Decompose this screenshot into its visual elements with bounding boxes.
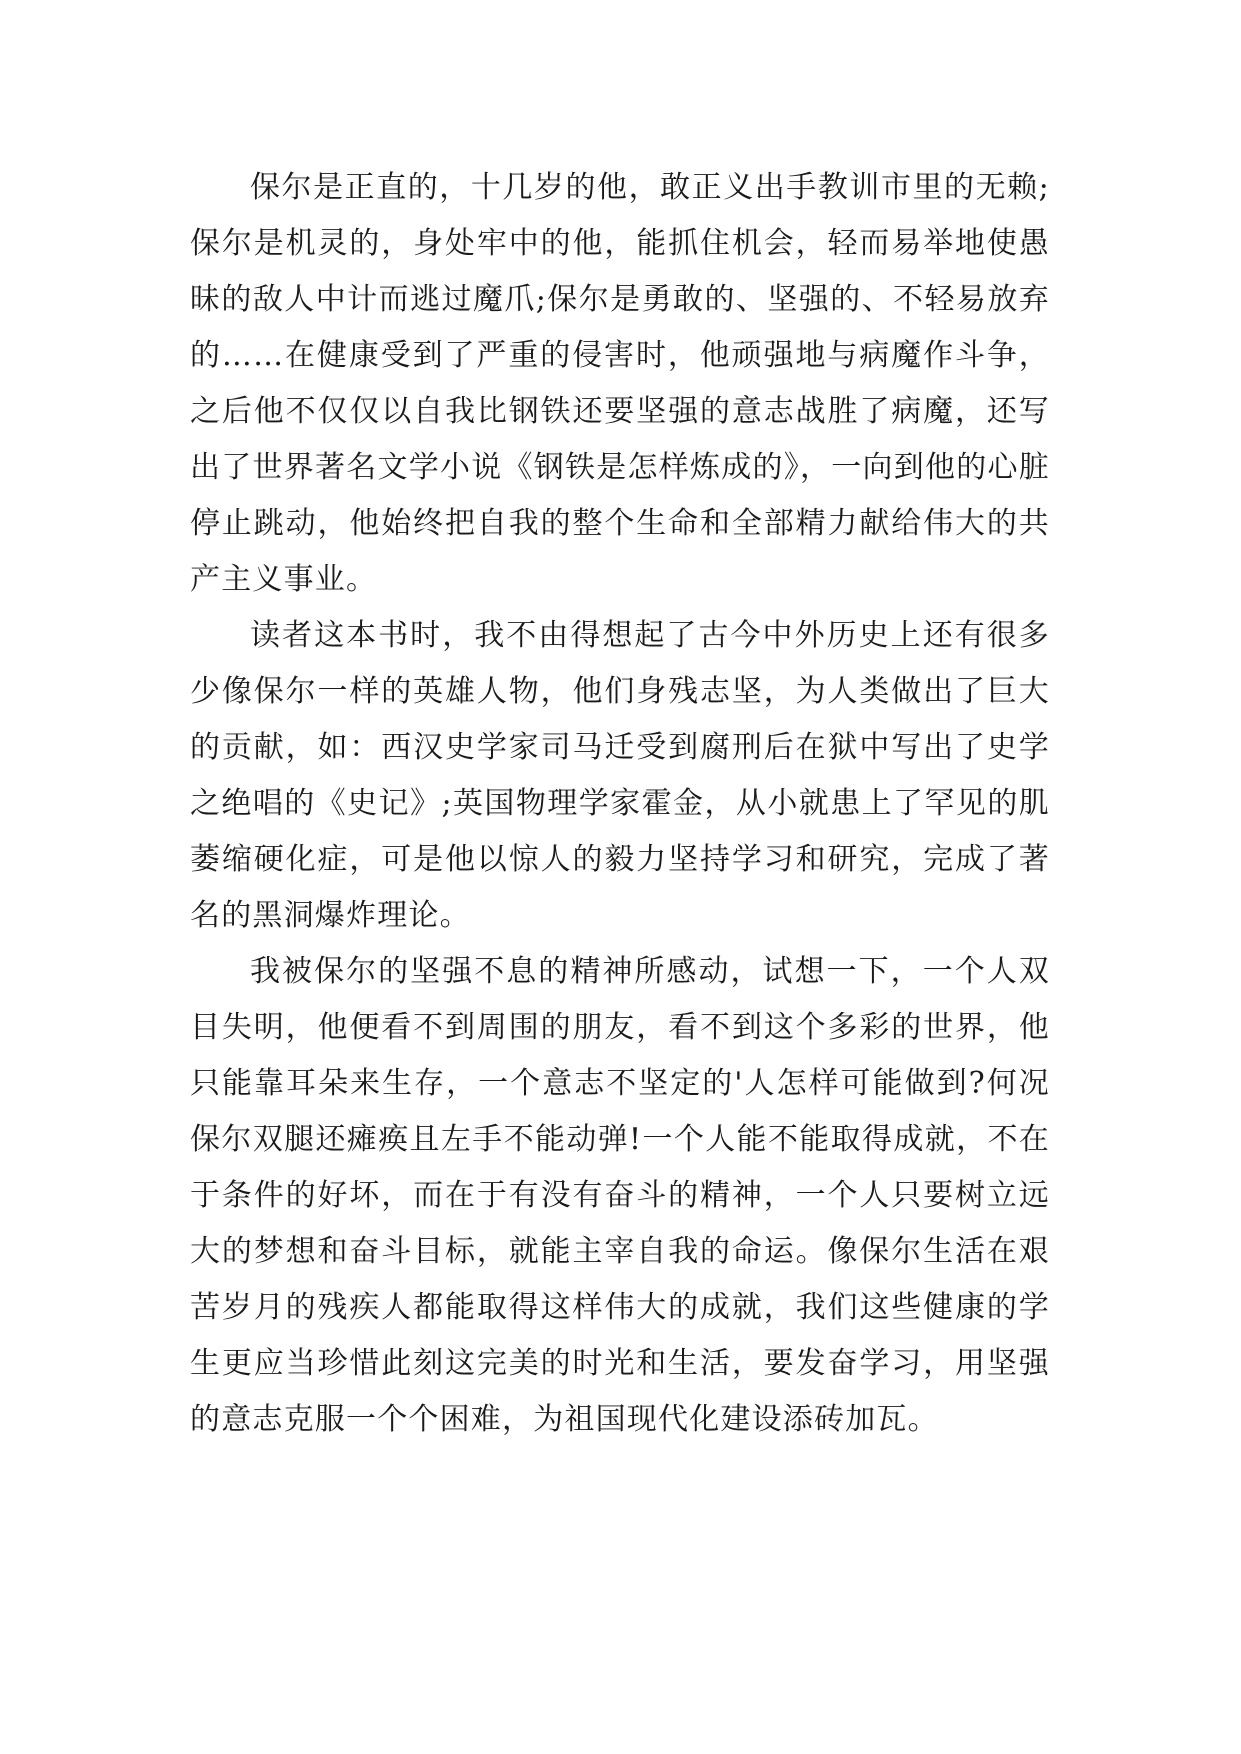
paragraph-1: 保尔是正直的，十几岁的他，敢正义出手教训市里的无赖;保尔是机灵的，身处牢中的他，能抓住机会，轻而易举地使愚昧的敌人中计而逃过魔爪;保尔是勇敢的、坚强的、不轻易放弃的……在健康受到了严重的侵害时，他顽强地与病魔作斗争，之后他不仅仅以自我比钢铁还要坚强的意志战胜了病魔，还写出了世界著名文学小说《钢铁是怎样炼成的》，一向到他的心脏停止跳动，他始终把自我的整个生命和全部精力献给伟大的共产主义事业。 — [190, 170, 1050, 597]
document-body — [190, 160, 1050, 1448]
paragraph-2: 读者这本书时，我不由得想起了古今中外历史上还有很多少像保尔一样的英雄人物，他们身残志坚，为人类做出了巨大的贡献，如：西汉史学家司马迁受到腐刑后在狱中写出了史学之绝唱的《史记》;英国物理学家霍金，从小就患上了罕见的肌萎缩硬化症，可是他以惊人的毅力坚持学习和研究，完成了著名的黑洞爆炸理论。 — [190, 618, 1050, 933]
paragraph-3: 我被保尔的坚强不息的精神所感动，试想一下，一个人双目失明，他便看不到周围的朋友，看不到这个多彩的世界，他只能靠耳朵来生存，一个意志不坚定的'人怎样可能做到?何况保尔双腿还瘫痪且左手不能动弹!一个人能不能取得成就，不在于条件的好坏，而在于有没有奋斗的精神，一个人只要树立远大的梦想和奋斗目标，就能主宰自我的命运。像保尔生活在艰苦岁月的残疾人都能取得这样伟大的成就，我们这些健康的学生更应当珍惜此刻这完美的时光和生活，要发奋学习，用坚强的意志克服一个个困难，为祖国现代化建设添砖加瓦。 — [190, 954, 1050, 1437]
